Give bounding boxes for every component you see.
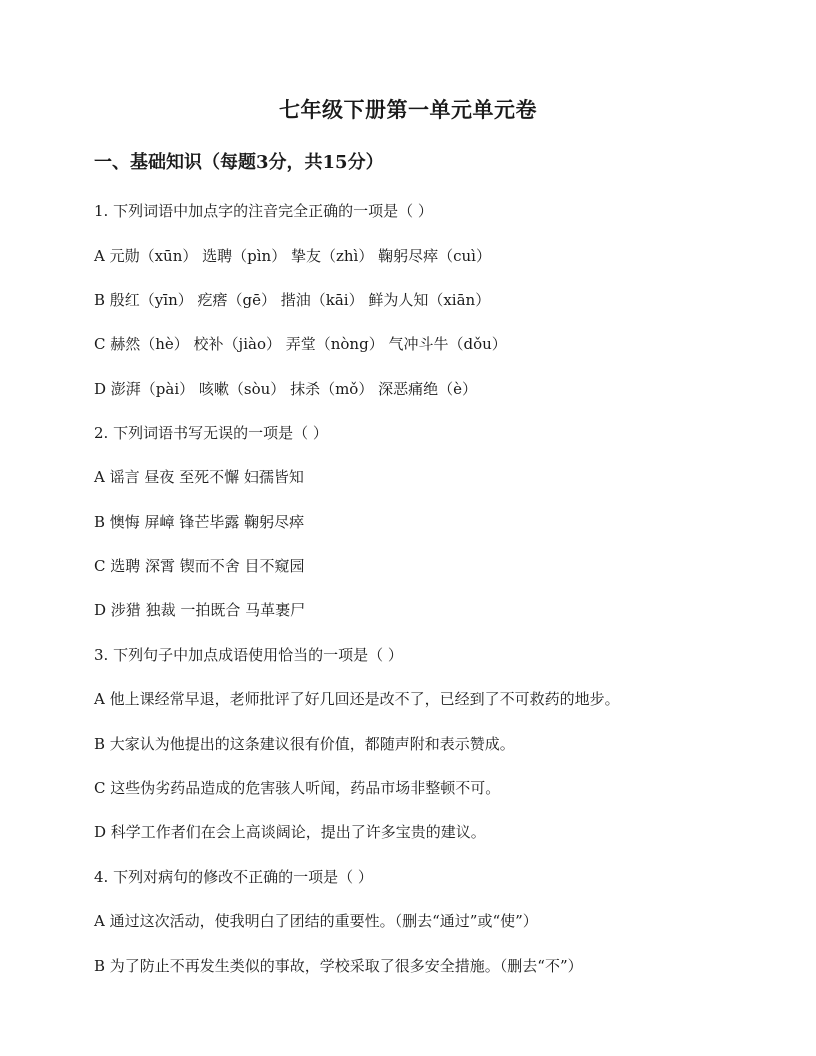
question-2-option-c: C 选聘 深霄 锲而不舍 目不窥园 bbox=[94, 557, 305, 575]
question-3-stem: 3. 下列句子中加点成语使用恰当的一项是（ ） bbox=[94, 646, 403, 664]
question-1-option-b: B 殷红（yīn） 疙瘩（gē） 揩油（kāi） 鲜为人知（xiān） bbox=[94, 291, 491, 309]
question-1-option-c: C 赫然（hè） 校补（jiào） 弄堂（nòng） 气冲斗牛（dǒu） bbox=[94, 335, 507, 353]
question-2-option-b: B 懊悔 屏嶂 锋芒毕露 鞠躬尽瘁 bbox=[94, 513, 305, 531]
question-4-stem: 4. 下列对病句的修改不正确的一项是（ ） bbox=[94, 868, 373, 886]
question-1-option-d: D 澎湃（pài） 咳嗽（sòu） 抹杀（mǒ） 深恶痛绝（è） bbox=[94, 380, 477, 398]
question-3-option-a: A 他上课经常早退，老师批评了好几回还是改不了，已经到了不可救药的地步。 bbox=[94, 690, 620, 708]
question-2-option-d: D 涉猎 独裁 一拍既合 马革裹尸 bbox=[94, 601, 306, 619]
question-2-stem: 2. 下列词语书写无误的一项是（ ） bbox=[94, 424, 328, 442]
question-3-option-c: C 这些伪劣药品造成的危害骇人听闻，药品市场非整顿不可。 bbox=[94, 779, 501, 797]
section-heading: 一、基础知识（每题3分，共15分） bbox=[94, 152, 384, 173]
question-2-option-a: A 谣言 昼夜 至死不懈 妇孺皆知 bbox=[94, 468, 304, 486]
page-title: 七年级下册第一单元单元卷 bbox=[279, 97, 537, 122]
question-4-option-a: A 通过这次活动，使我明白了团结的重要性。（删去“通过”或“使”） bbox=[94, 912, 538, 930]
question-1-stem: 1. 下列词语中加点字的注音完全正确的一项是（ ） bbox=[94, 202, 433, 220]
question-3-option-d: D 科学工作者们在会上高谈阔论，提出了许多宝贵的建议。 bbox=[94, 823, 486, 841]
question-3-option-b: B 大家认为他提出的这条建议很有价值，都随声附和表示赞成。 bbox=[94, 735, 515, 753]
question-1-option-a: A 元勋（xūn） 选聘（pìn） 挚友（zhì） 鞠躬尽瘁（cuì） bbox=[94, 247, 491, 265]
question-4-option-b: B 为了防止不再发生类似的事故，学校采取了很多安全措施。（删去“不”） bbox=[94, 957, 583, 975]
